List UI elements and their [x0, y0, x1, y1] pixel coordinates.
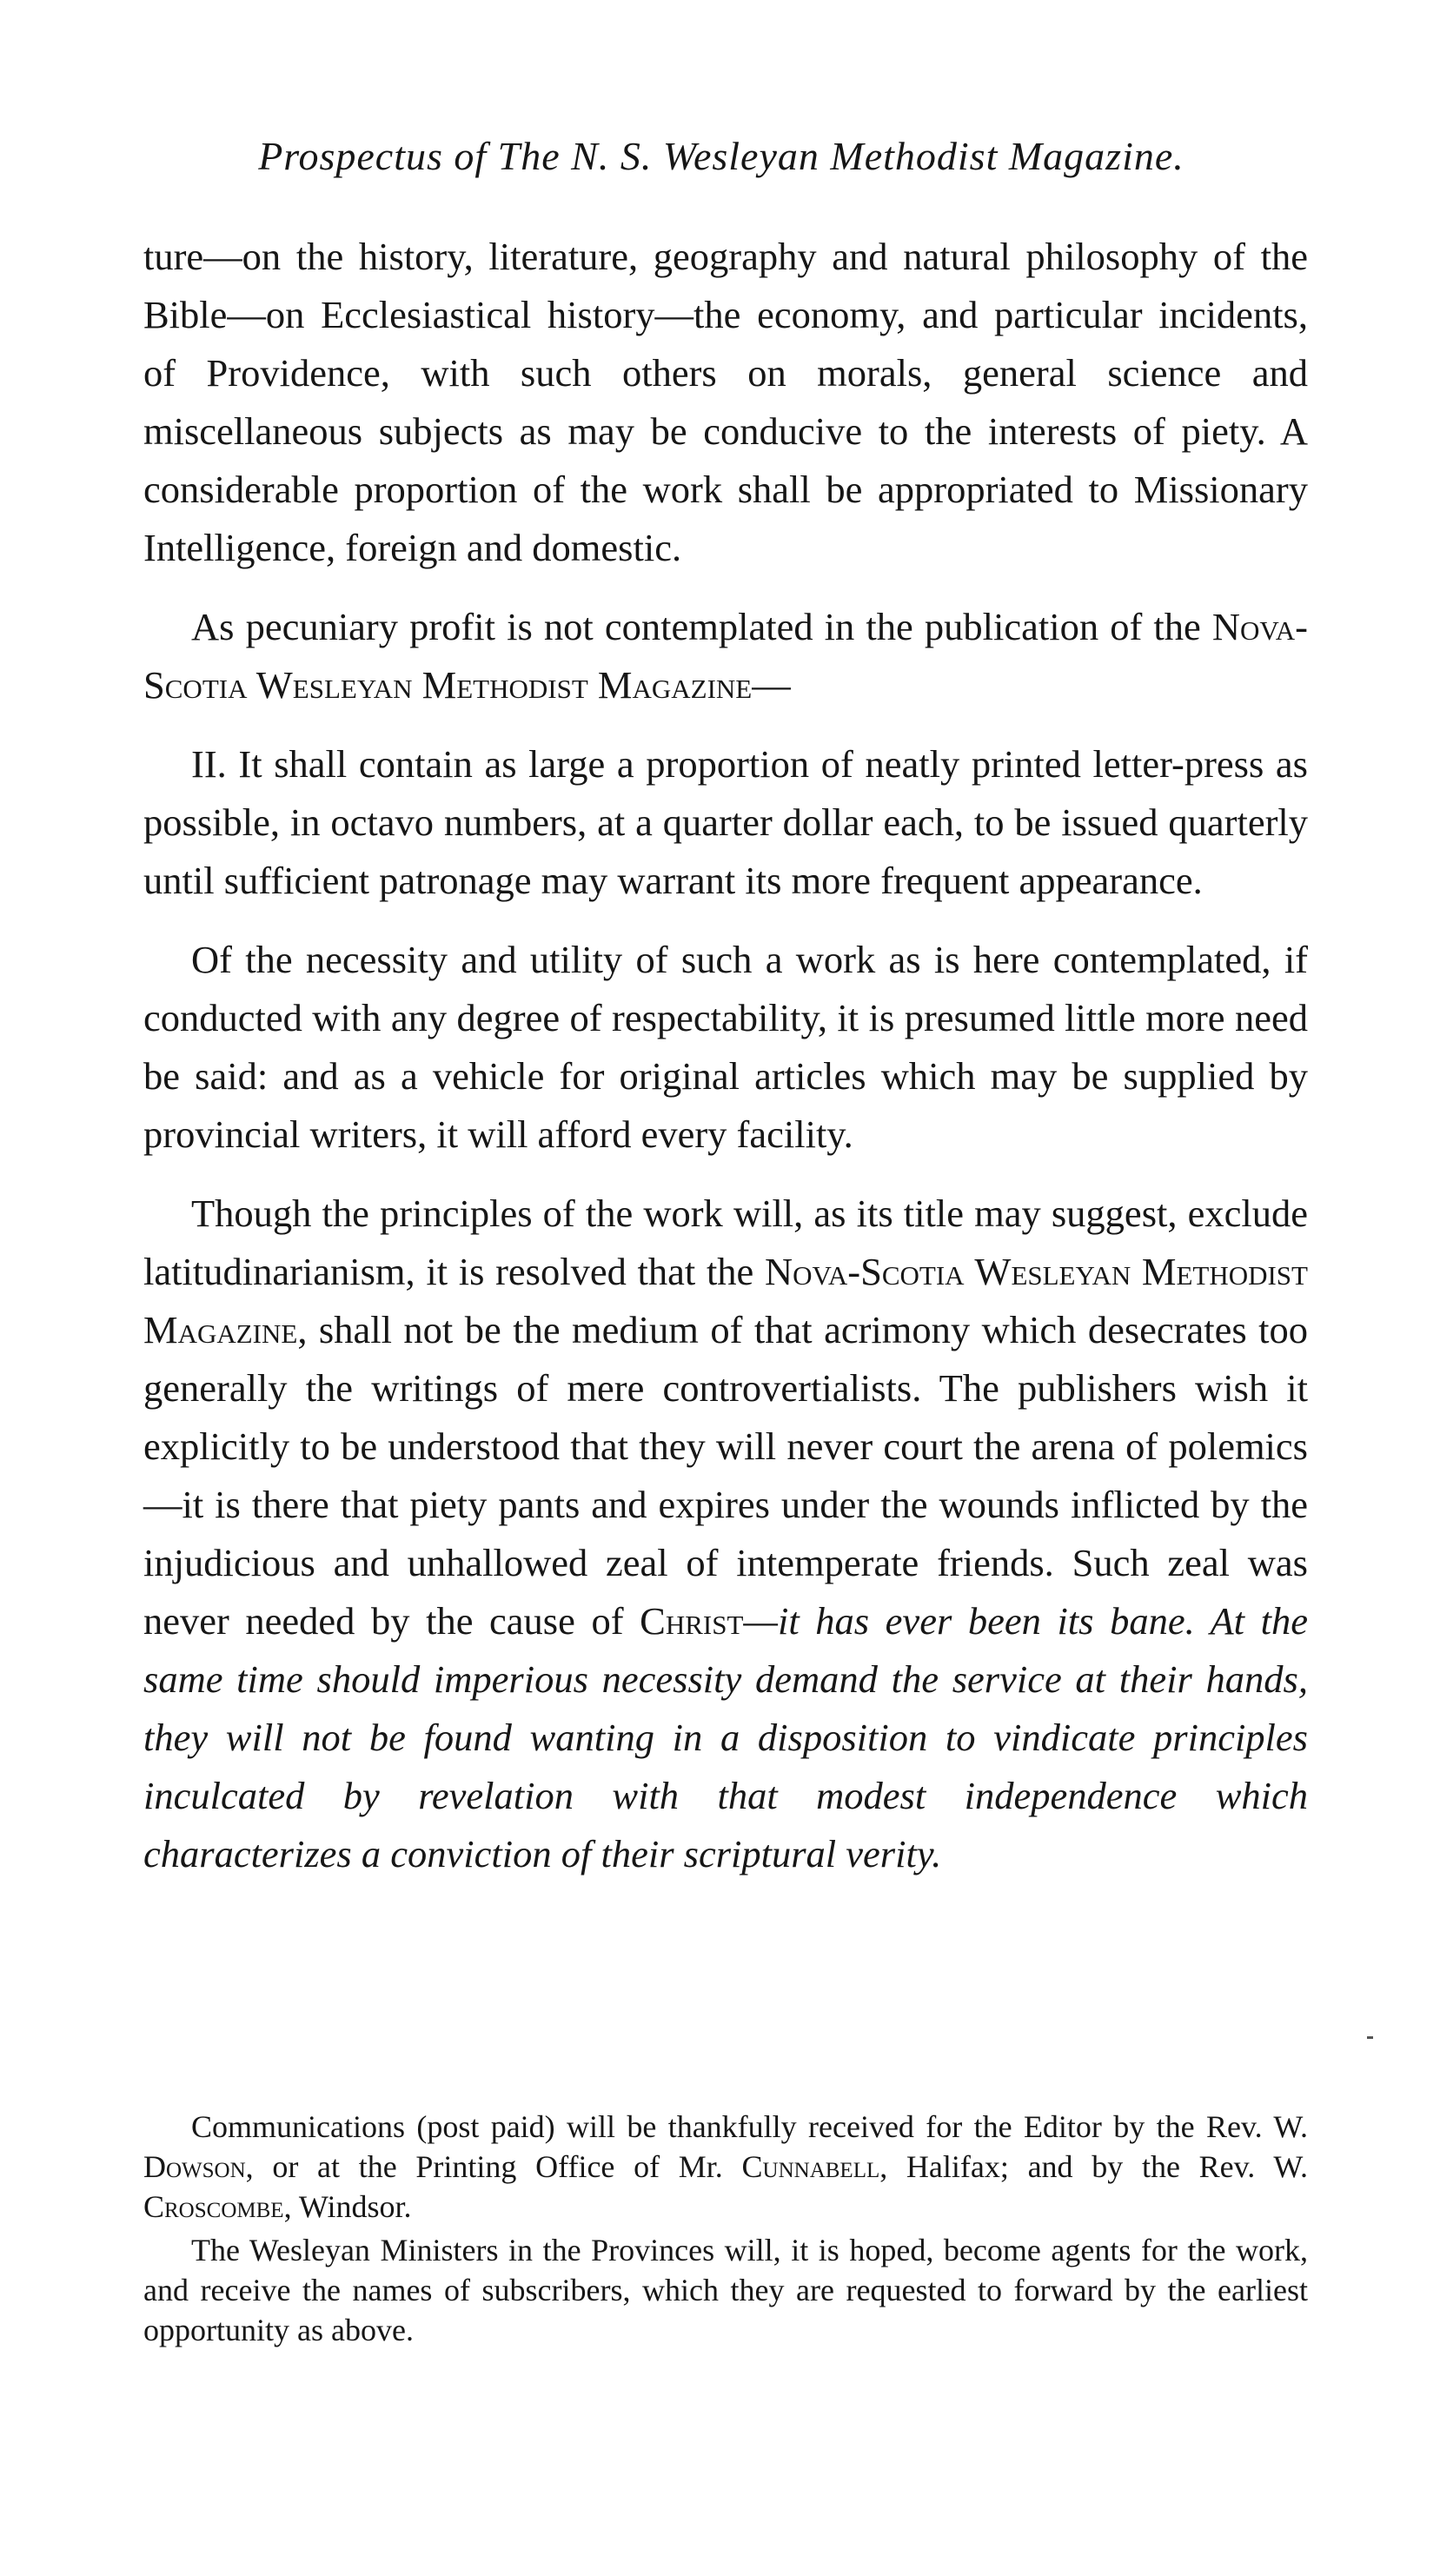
paragraph-1-text: ture—on the history, literature, geography and natural philosophy of the Bible—on Ecclesiastical history—the economy, and particular incidents, of Providence, with such others on morals, general science and miscellaneous subjects as may be conducive to the interests of piety. A considerable proportion of the work shall be appropriated to Missionary Intelligence, foreign and domestic.: [143, 235, 1308, 569]
margin-mark: [1367, 2036, 1373, 2039]
magazine-title-small-caps: Nova-Scotia Wesleyan Methodist Magazine: [143, 605, 1308, 707]
paragraph-2-dash: —: [752, 663, 791, 707]
paragraph-5-text-b: , shall not be the medium of that acrimony which desecrates too generally the writings of mere controvertialists. The publishers wish it explicitly to be understood that they will never court the arena of polemics—it is there that piety pants and expires under the wounds inflicted by the injudicious and unhallowed zeal of intemperate friends. Such zeal was never needed by the cause of: [143, 1308, 1308, 1643]
paragraph-5-italic-clause: —it has ever been its bane. At the same time should imperious necessity demand the service at their hands, they will not be found wanting in a disposition to vindicate principles inculcated by revelation with that modest independence which characterizes a conviction of their scriptural verity.: [143, 1599, 1308, 1876]
paragraph-5-text-a: Though the principles of the work will, as its title may suggest, exclude latitudinarianism, it is resolved that the: [143, 1192, 1308, 1293]
paragraph-1: [143, 228, 1308, 577]
paragraph-2: [143, 598, 1308, 714]
footnote-1-text-c: , Halifax; and by the Rev. W.: [879, 2149, 1309, 2184]
name-croscombe: Croscombe: [143, 2189, 284, 2224]
paragraph-5: [143, 1185, 1308, 1883]
christ-small-caps: Christ: [640, 1599, 744, 1643]
footnote-1-text-d: , Windsor.: [283, 2189, 412, 2224]
paragraph-4: [143, 931, 1308, 1164]
footnotes: [143, 2107, 1308, 2350]
paragraph-3-text: II. It shall contain as large a proportion of neatly printed letter-press as possible, in octavo numbers, at a quarter dollar each, to be issued quarterly until sufficient patronage may warrant its more frequent appearance.: [143, 742, 1308, 902]
magazine-title-small-caps: Nova-Scotia Wesleyan Methodist Magazine: [143, 1250, 1308, 1351]
paragraph-2-text: As pecuniary profit is not contemplated in the publication of the: [191, 605, 1212, 648]
footnote-ministers: [143, 2230, 1308, 2350]
paragraph-3: [143, 735, 1308, 910]
name-cunnabell: Cunnabell: [741, 2149, 880, 2184]
footnote-1-text-b: , or at the Printing Office of Mr.: [245, 2149, 742, 2184]
footnote-2-text: The Wesleyan Ministers in the Provinces will, it is hoped, become agents for the work, and receive the names of subscribers, which they are requested to forward by the earliest opportunity as above.: [143, 2233, 1308, 2347]
footnote-1-text-a: Communications (post paid) will be thankfully received for the Editor by the Rev. W.: [191, 2109, 1308, 2144]
body-text: [143, 228, 1308, 1883]
paragraph-4-text: Of the necessity and utility of such a work as is here contemplated, if conducted with any degree of respectability, it is presumed little more need be said: and as a vehicle for original articles which may be supplied by provincial writers, it will afford every facility.: [143, 938, 1308, 1156]
running-head: Prospectus of The N. S. Wesleyan Methodist Magazine.: [258, 134, 1185, 178]
name-dowson: Dowson: [143, 2149, 246, 2184]
footnote-communications: [143, 2107, 1308, 2227]
